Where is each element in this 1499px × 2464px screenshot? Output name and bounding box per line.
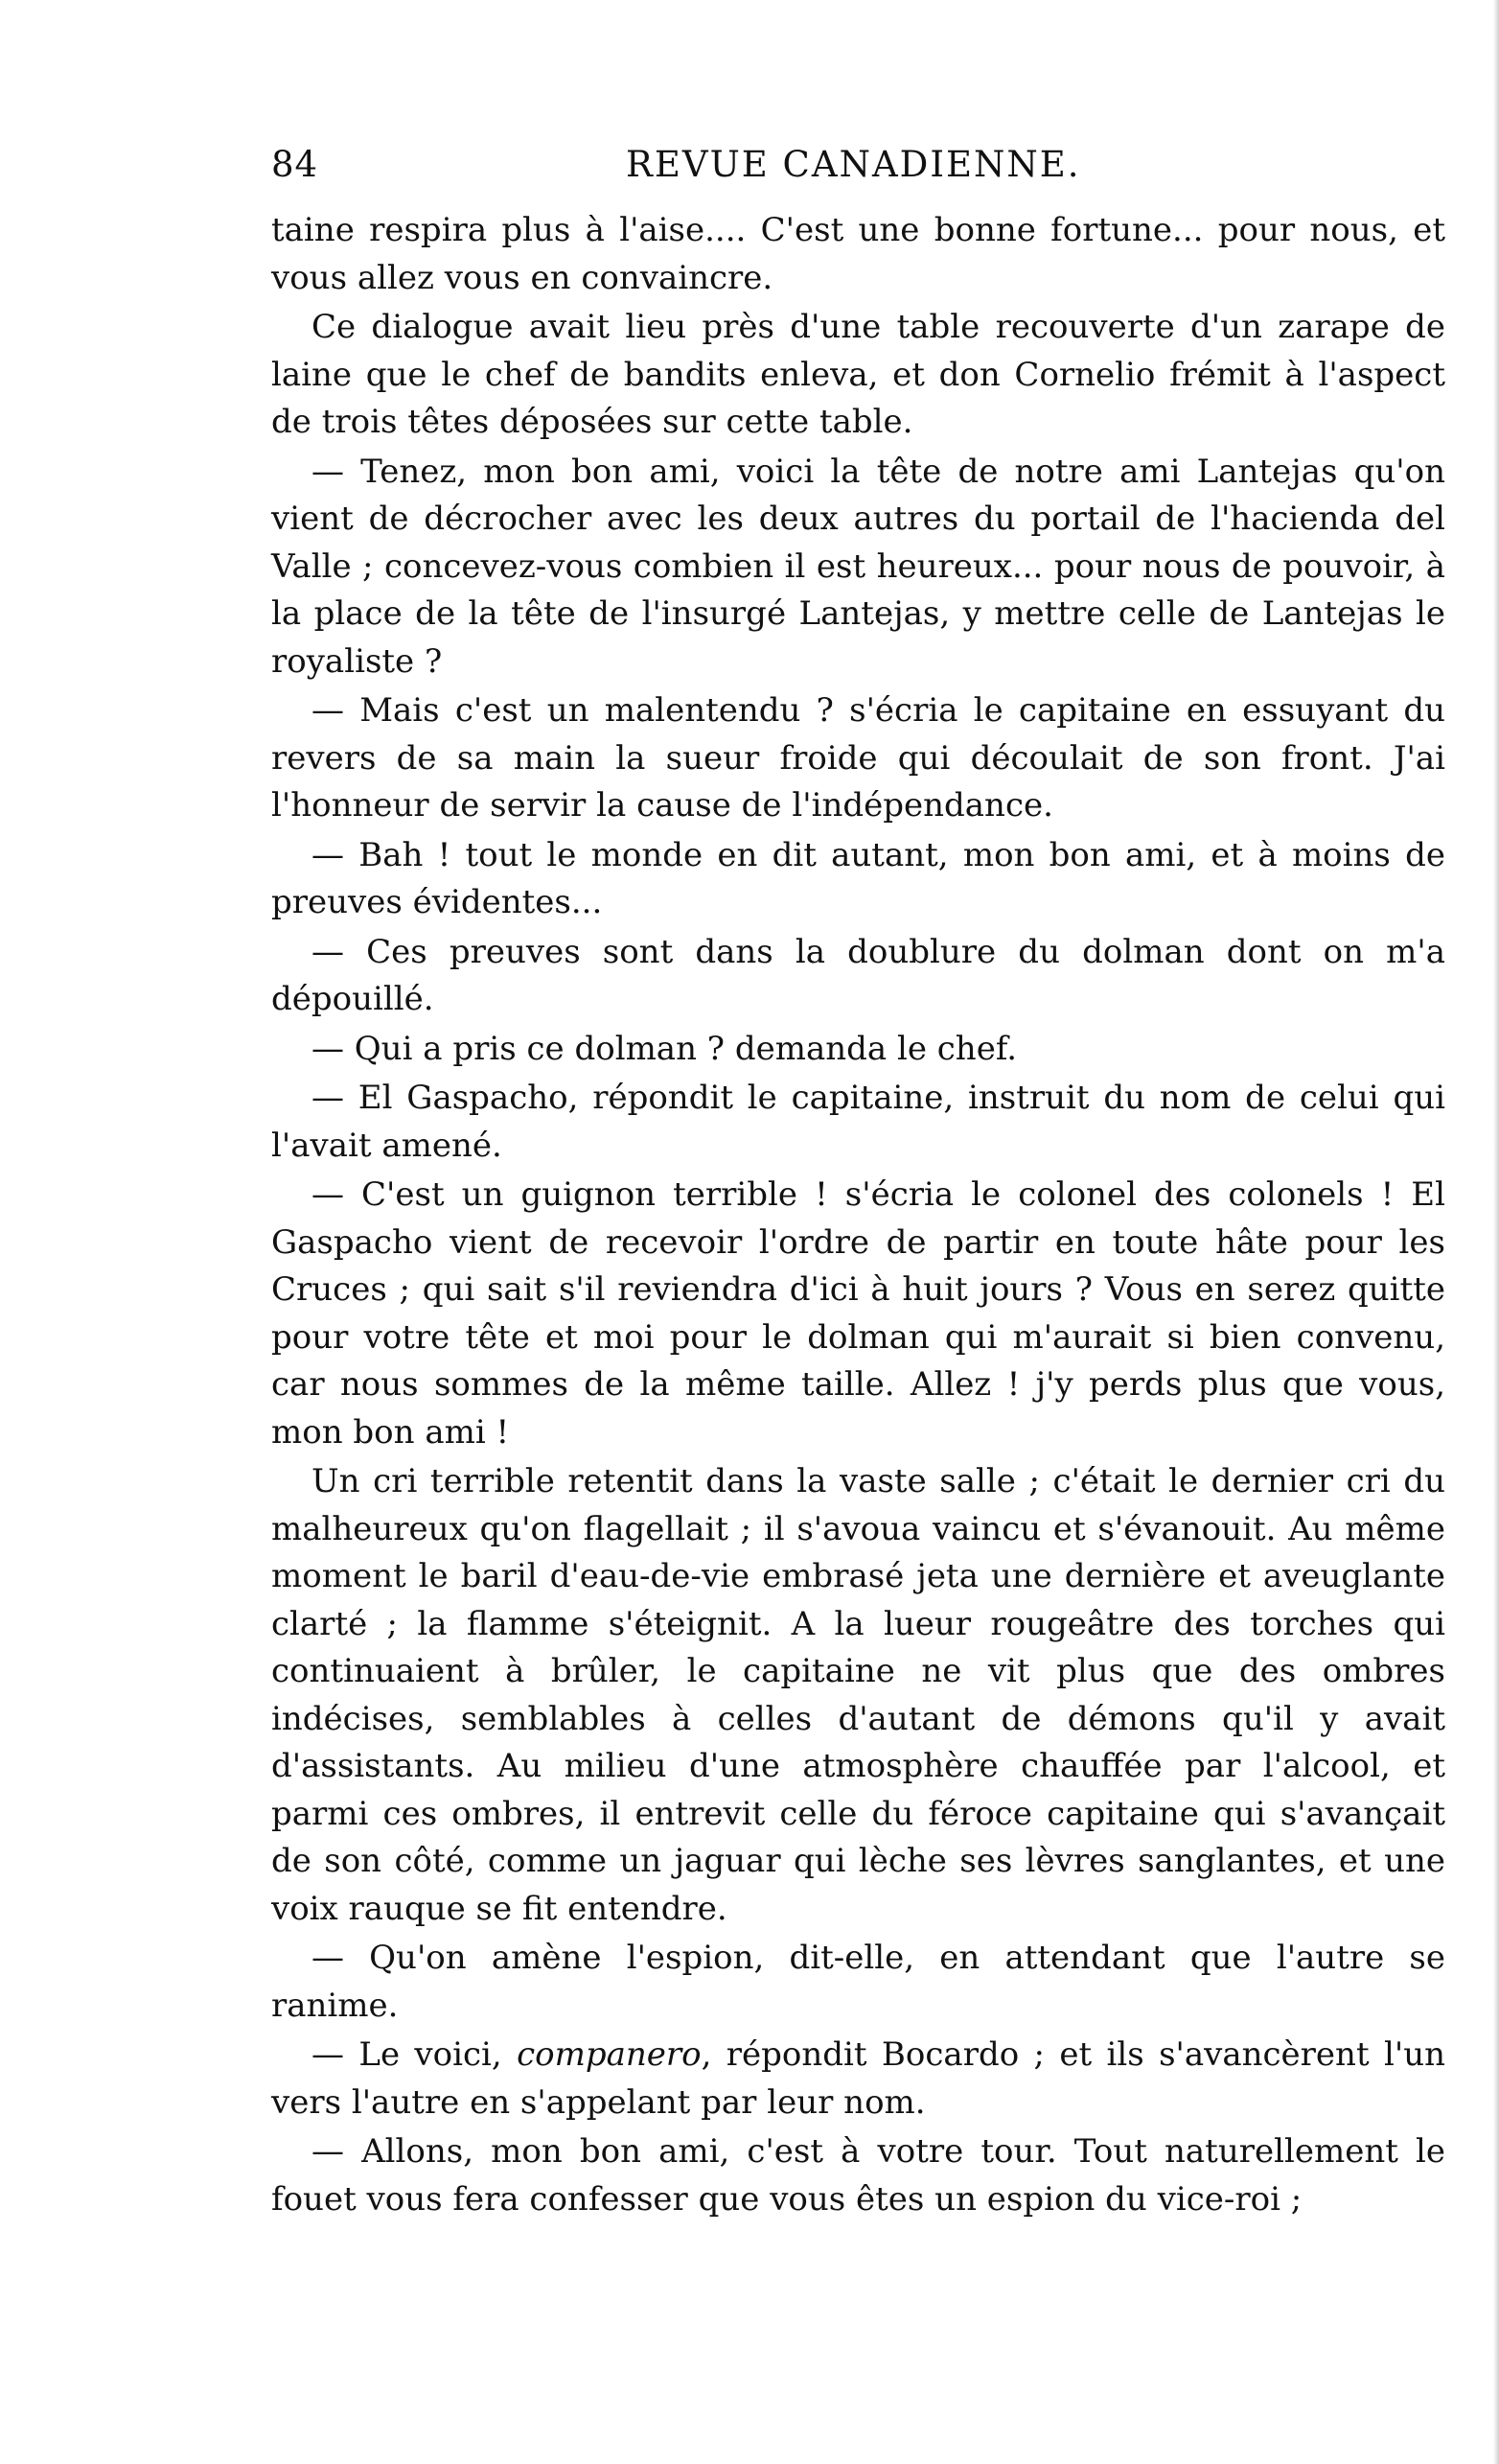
paragraph-bah: — Bah ! tout le monde en dit autant, mon bon ami, et à moins de preuves évidentes...: [271, 835, 1445, 921]
paragraph-continuation: taine respira plus à l'aise.... C'est une bonne fortune... pour nous, et vous allez vous en convaincre.: [271, 211, 1445, 297]
running-head: [271, 144, 1445, 201]
page-edge-shadow: [1493, 0, 1499, 2464]
page-number: 84: [271, 144, 319, 185]
body-text: [271, 207, 1445, 2223]
le-voici-start: — Le voici,: [311, 2035, 518, 2074]
paragraph-tenez: — Tenez, mon bon ami, voici la tête de notre ami Lantejas qu'on vient de décrocher avec les deux autres du portail de l'hacienda del Valle ; concevez-vous combien il est heureux... pour nous de pouvoir, à la place de la tête de l'insurgé Lantejas, y mettre celle de Lantejas le royaliste ?: [271, 452, 1445, 681]
book-page: [271, 144, 1445, 2223]
paragraph-el-gaspacho: — El Gaspacho, répondit le capitaine, instruit du nom de celui qui l'avait amené.: [271, 1079, 1445, 1165]
journal-title: REVUE CANADIENNE.: [626, 144, 1081, 185]
le-voici-end: , répondit Bocardo ; et ils s'avancèrent l'un vers l'autre en s'appelant par leur nom.: [271, 2035, 1445, 2122]
paragraph-guignon: — C'est un guignon terrible ! s'écria le colonel des colonels ! El Gaspacho vient de recevoir l'ordre de partir en toute hâte pour les Cruces ; qui sait s'il reviendra d'ici à huit jours ? Vous en serez quitte pour votre tête et moi pour le dolman qui m'aurait si bien convenu, car nous sommes de la même taille. Allez ! j'y perds plus que vous, mon bon ami !: [271, 1175, 1445, 1452]
paragraph-allons: — Allons, mon bon ami, c'est à votre tour. Tout naturellement le fouet vous fera confesser que vous êtes un espion du vice-roi ;: [271, 2132, 1445, 2219]
paragraph-malentendu: — Mais c'est un malentendu ? s'écria le capitaine en essuyant du revers de sa main la sueur froide qui découlait de son front. J'ai l'honneur de servir la cause de l'indépendance.: [271, 691, 1445, 825]
paragraph-dialogue-setting: Ce dialogue avait lieu près d'une table recouverte d'un zarape de laine que le chef de bandits enleva, et don Cornelio frémit à l'aspect de trois têtes déposées sur cette table.: [271, 308, 1445, 441]
paragraph-qui-a-pris: — Qui a pris ce dolman ? demanda le chef.: [311, 1029, 1017, 1068]
companero-italic: companero: [517, 2035, 702, 2074]
paragraph-preuves: — Ces preuves sont dans la doublure du dolman dont on m'a dépouillé.: [271, 932, 1445, 1018]
paragraph-cri-terrible: Un cri terrible retentit dans la vaste salle ; c'était le dernier cri du malheureux qu'on flagellait ; il s'avoua vaincu et s'évanouit. Au même moment le baril d'eau-de-vie embrasé jeta une dernière et aveuglante clarté ; la flamme s'éteignit. A la lueur rougeâtre des torches qui continuaient à brûler, le capitaine ne vit plus que des ombres indécises, semblables à celles d'autant de démons qu'il y avait d'assistants. Au milieu d'une atmosphère chauffée par l'alcool, et parmi ces ombres, il entrevit celle du féroce capitaine qui s'avançait de son côté, comme un jaguar qui lèche ses lèvres sanglantes, et une voix rauque se fit entendre.: [271, 1462, 1445, 1928]
paragraph-le-voici: [271, 2032, 1445, 2127]
paragraph-espion: — Qu'on amène l'espion, dit-elle, en attendant que l'autre se ranime.: [271, 1939, 1445, 2025]
